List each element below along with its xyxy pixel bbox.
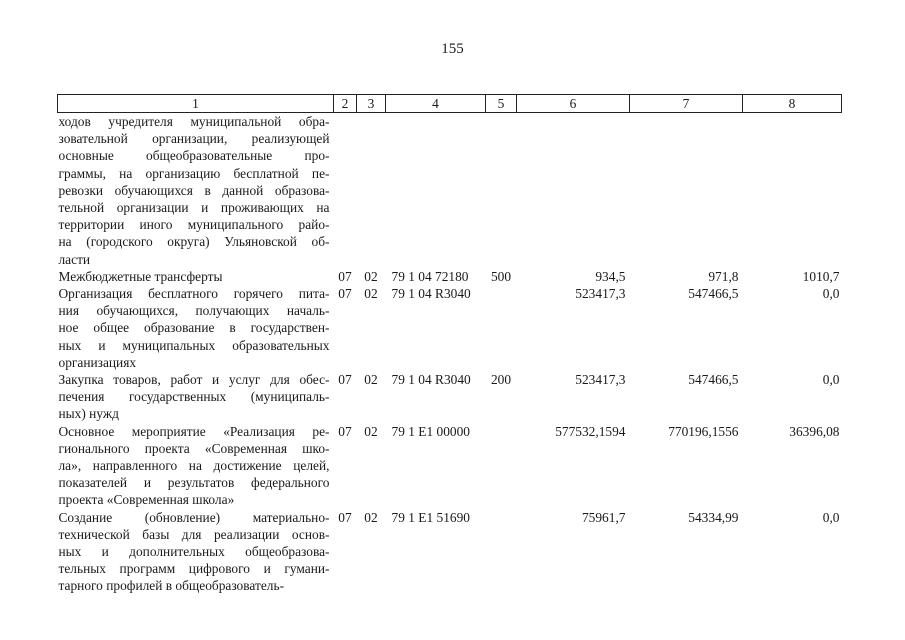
amount-year-1 [517, 113, 630, 268]
header-col-1: 1 [58, 95, 334, 113]
amount-year-1: 577532,1594 [555, 423, 626, 439]
amount-year-1: 523417,3 [575, 372, 626, 388]
table-row [58, 509, 842, 595]
row-description [58, 509, 334, 595]
section-code: 07 [338, 286, 352, 302]
description-line: зовательной организации, реализующей [58, 131, 330, 147]
target-article-code: 79 1 04 72180 [391, 268, 469, 284]
table-body [58, 113, 842, 595]
subsection-code: 02 [364, 372, 378, 388]
header-col-8: 8 [743, 95, 842, 113]
row-description [58, 285, 334, 371]
amount-year-1: 75961,7 [581, 509, 626, 525]
section-code: 07 [338, 268, 352, 284]
description-line: Организация бесплатного горячего пита- [58, 286, 330, 302]
amount-year-1: 523417,3 [575, 286, 626, 302]
table-header [58, 95, 842, 113]
target-article-code: 79 1 E1 00000 [391, 423, 470, 439]
amount-year-3: 1010,7 [802, 268, 840, 284]
description-line: тельной организации и проживающих на [58, 200, 330, 216]
target-article-code [386, 113, 486, 268]
subsection-code: 02 [364, 509, 378, 525]
amount-year-3: 36396,08 [789, 423, 840, 439]
table-row [58, 113, 842, 268]
description-line: ных) нужд [58, 406, 119, 422]
section-code: 07 [338, 372, 352, 388]
description-line: ла», направленного на достижение целей, [58, 458, 330, 474]
subsection-code: 02 [364, 268, 378, 284]
expense-type-code [486, 423, 517, 509]
amount-year-3: 0,0 [822, 372, 840, 388]
page-number: 155 [441, 41, 464, 57]
description-line: тельных программ цифрового и гумани- [58, 561, 330, 577]
subsection-code [357, 113, 386, 268]
header-col-6: 6 [517, 95, 630, 113]
header-col-2: 2 [334, 95, 357, 113]
row-description [58, 371, 334, 423]
section-code: 07 [338, 423, 352, 439]
header-col-4: 4 [386, 95, 486, 113]
target-article-code: 79 1 04 R3040 [391, 286, 471, 302]
description-line: показателей и результатов федерального [58, 475, 330, 491]
budget-table [57, 94, 842, 595]
table-row [58, 371, 842, 423]
amount-year-2: 770196,1556 [668, 423, 739, 439]
description-line: ное общее образование в государствен- [58, 320, 330, 336]
header-col-7: 7 [630, 95, 743, 113]
table-row [58, 268, 842, 285]
expense-type-code: 200 [490, 372, 512, 388]
description-line: тарного профилей в общеобразователь- [58, 578, 285, 594]
description-line: проекта «Современная школа» [58, 492, 235, 508]
description-line: на (городского округа) Ульяновской об- [58, 234, 330, 250]
description-line: гионального проекта «Современная шко- [58, 440, 330, 456]
amount-year-2: 547466,5 [688, 372, 739, 388]
subsection-code: 02 [364, 286, 378, 302]
amount-year-3: 0,0 [822, 509, 840, 525]
description-line: граммы, на организацию бесплатной пе- [58, 165, 330, 181]
description-line: территории иного муниципального райо- [58, 217, 330, 233]
description-line: Межбюджетные трансферты [58, 268, 223, 284]
description-line: ных и муниципальных образовательных [58, 337, 330, 353]
header-row [58, 95, 842, 113]
description-line: организациях [58, 354, 137, 370]
description-line: Закупка товаров, работ и услуг для обес- [58, 372, 330, 388]
amount-year-1: 934,5 [595, 268, 626, 284]
section-code: 07 [338, 509, 352, 525]
table-row [58, 285, 842, 371]
amount-year-2: 547466,5 [688, 286, 739, 302]
row-description [58, 423, 334, 509]
header-col-5: 5 [486, 95, 517, 113]
description-line: Создание (обновление) материально- [58, 509, 330, 525]
target-article-code: 79 1 E1 51690 [391, 509, 470, 525]
subsection-code: 02 [364, 423, 378, 439]
description-line: ходов учредителя муниципальной обра- [58, 114, 330, 129]
description-line: Основное мероприятие «Реализация ре- [58, 423, 330, 439]
amount-year-3: 0,0 [822, 286, 840, 302]
description-line: ния обучающихся, получающих началь- [58, 303, 330, 319]
expense-type-code [486, 509, 517, 595]
table-row [58, 423, 842, 509]
header-col-3: 3 [357, 95, 386, 113]
description-line: ревозки обучающихся в данной образова- [58, 182, 330, 198]
expense-type-code [486, 285, 517, 371]
section-code [334, 113, 357, 268]
expense-type-code: 500 [490, 268, 512, 284]
description-line: технической базы для реализации основ- [58, 526, 330, 542]
amount-year-3 [743, 113, 842, 268]
amount-year-2 [630, 113, 743, 268]
amount-year-2: 971,8 [708, 268, 739, 284]
description-line: печения государственных (муниципаль- [58, 389, 330, 405]
description-line: ных и дополнительных общеобразова- [58, 544, 330, 560]
amount-year-2: 54334,99 [688, 509, 739, 525]
target-article-code: 79 1 04 R3040 [391, 372, 471, 388]
description-line: ласти [58, 251, 91, 267]
expense-type-code [486, 113, 517, 268]
description-line: основные общеобразовательные про- [58, 148, 330, 164]
row-description [58, 113, 334, 268]
row-description [58, 268, 334, 285]
